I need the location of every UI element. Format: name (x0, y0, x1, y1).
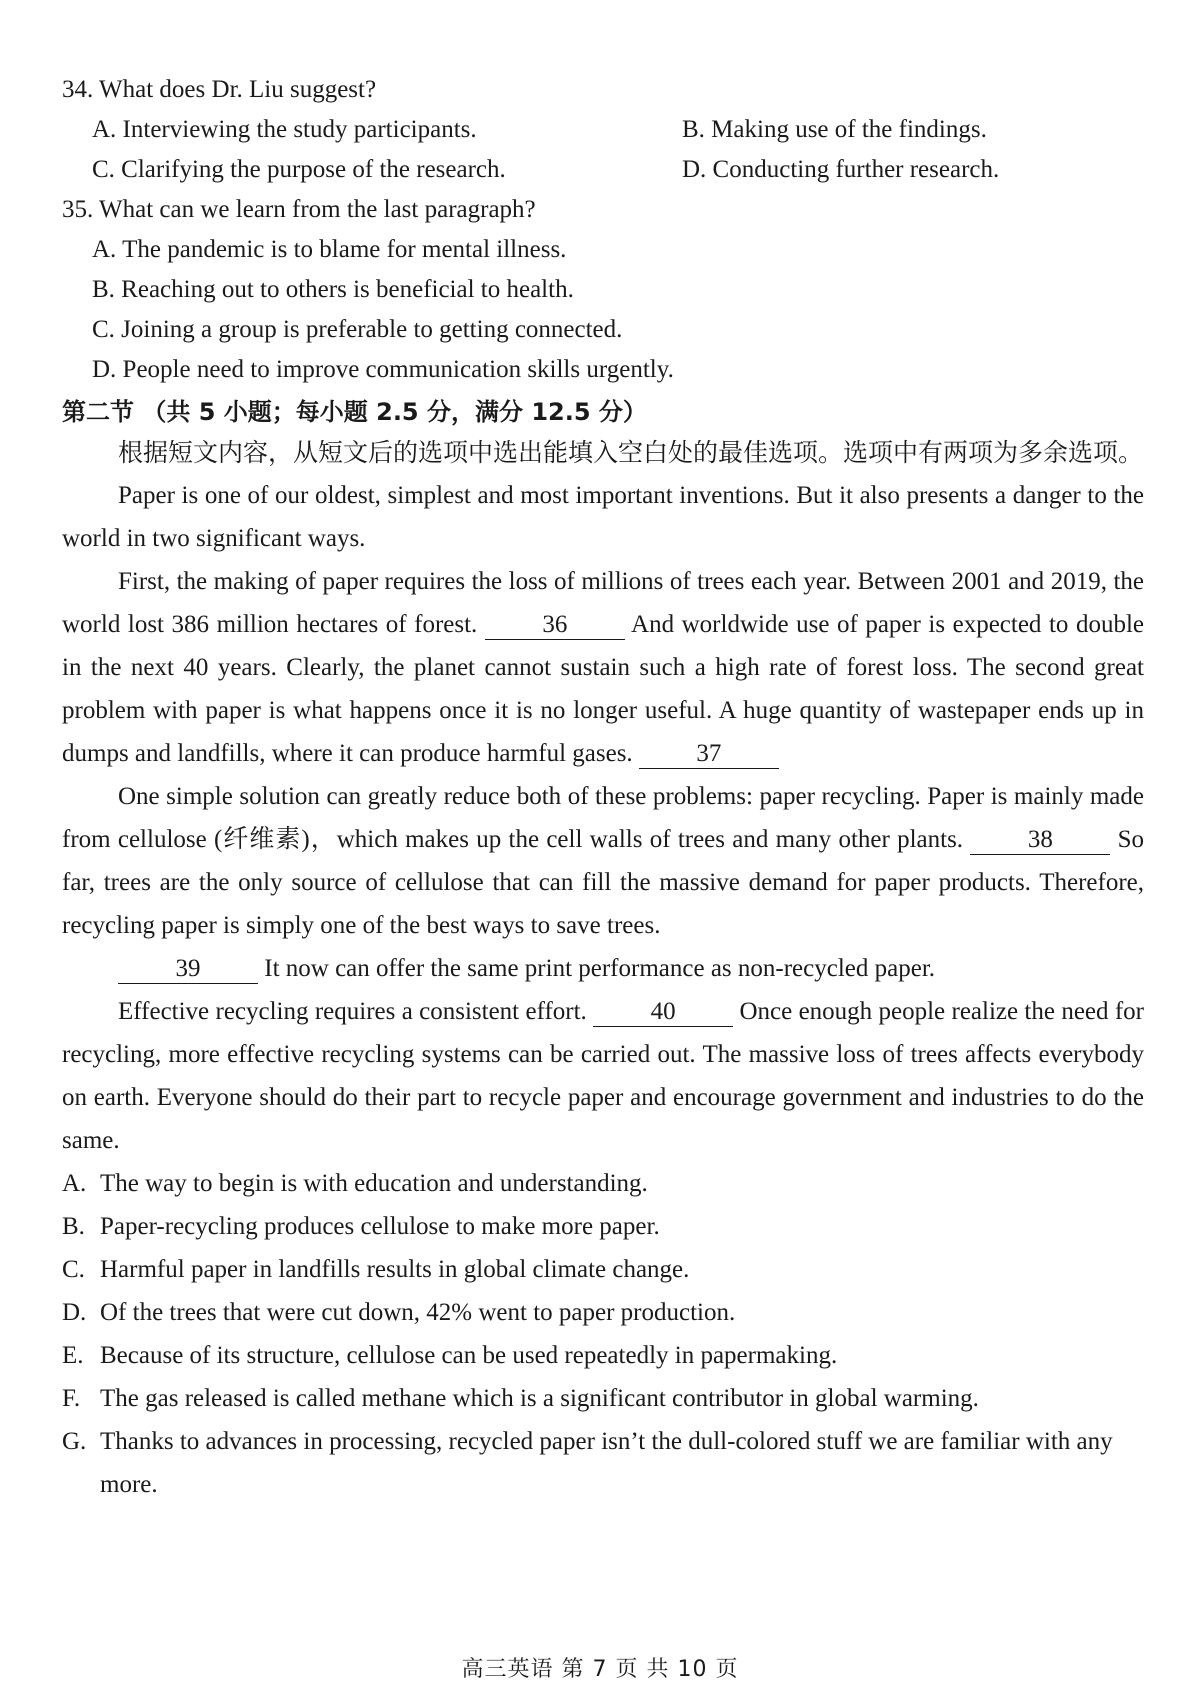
choice-item (62, 1420, 1144, 1506)
option-35-c: C. Joining a group is preferable to getting connected. (92, 316, 623, 343)
passage-text: It now can offer the same print performance as non-recycled paper. (264, 955, 936, 982)
question-34-options (62, 110, 1144, 190)
option-34-b: B. Making use of the findings. (682, 116, 987, 143)
exam-page (62, 70, 1144, 1506)
choice-item (62, 1205, 1144, 1248)
passage-paragraph-1 (62, 474, 1144, 560)
passage-paragraph-2 (62, 560, 1144, 775)
choice-letter: D. (62, 1299, 87, 1326)
option-35-b: B. Reaching out to others is beneficial to health. (92, 276, 574, 303)
choice-text: The way to begin is with education and understanding. (100, 1170, 648, 1197)
passage-text: Once enough people realize the need for recycling, more effective recycling systems can be carried out. The massive loss of trees affects everybody on earth. Everyone should do their part to recycle paper and encourage government and industries to do the same. (62, 998, 1145, 1154)
choice-letter: C. (62, 1256, 85, 1283)
choice-item (62, 1248, 1144, 1291)
blank-37: 37 (639, 740, 779, 769)
page-footer: 高三英语 第 7 页 共 10 页 (461, 1657, 739, 1682)
option-35-d: D. People need to improve communication skills urgently. (92, 356, 674, 383)
choice-text: Of the trees that were cut down, 42% went to paper production. (100, 1299, 736, 1326)
passage-paragraph-3 (62, 775, 1144, 947)
blank-39: 39 (118, 955, 258, 984)
choice-letter: A. (62, 1170, 87, 1197)
passage-text: So far, trees are the only source of cellulose that can fill the massive demand for paper products. Therefore, recycling paper is simply one of the best ways to save trees. (62, 826, 1145, 939)
choice-text: Because of its structure, cellulose can be used repeatedly in papermaking. (100, 1342, 838, 1369)
question-35-stem: 35. What can we learn from the last paragraph? (62, 196, 536, 223)
passage-text: And worldwide use of paper is expected to double in the next 40 years. Clearly, the planet cannot sustain such a high rate of forest loss. The second great problem with paper is what happens once it is no longer useful. A huge quantity of wastepaper ends up in dumps and landfills, where it can produce harmful gases. (62, 611, 1145, 767)
choice-letter: F. (62, 1385, 81, 1412)
choice-item (62, 1377, 1144, 1420)
passage-text: Paper is one of our oldest, simplest and most important inventions. But it also presents a danger to the world in two significant ways. (62, 482, 1144, 552)
passage-text: First, the making of paper requires the loss of millions of trees each year. Between 2001 and 2019, the world lost 386 million hectares of forest. (62, 568, 1144, 638)
choice-item (62, 1291, 1144, 1334)
passage-paragraph-5 (62, 990, 1144, 1162)
choice-item (62, 1162, 1144, 1205)
choice-text: Harmful paper in landfills results in global climate change. (100, 1256, 690, 1283)
blank-40: 40 (593, 998, 733, 1027)
option-34-c: C. Clarifying the purpose of the research. (92, 156, 506, 183)
choice-item (62, 1334, 1144, 1377)
blank-36: 36 (485, 611, 625, 640)
choice-letter: E. (62, 1342, 84, 1369)
choice-text: Paper-recycling produces cellulose to make more paper. (100, 1213, 660, 1240)
option-34-a: A. Interviewing the study participants. (92, 116, 477, 143)
choice-letter: B. (62, 1213, 85, 1240)
option-35-a: A. The pandemic is to blame for mental illness. (92, 236, 567, 263)
section-title: 第二节 （共 5 小题；每小题 2.5 分，满分 12.5 分） (62, 398, 647, 426)
choice-text: The gas released is called methane which is a significant contributor in global warming. (100, 1385, 979, 1412)
passage-text: One simple solution can greatly reduce both of these problems: paper recycling. Paper is mainly made from cellulose (纤维素)，which makes up the cell walls of trees and many other plants. (62, 783, 1144, 853)
passage-paragraph-4 (62, 947, 1144, 990)
option-34-d: D. Conducting further research. (682, 156, 1000, 183)
choice-list (62, 1162, 1144, 1506)
section-instruction: 根据短文内容，从短文后的选项中选出能填入空白处的最佳选项。选项中有两项为多余选项。 (118, 438, 1144, 467)
blank-38: 38 (970, 826, 1110, 855)
choice-text: Thanks to advances in processing, recycled paper isn’t the dull-colored stuff we are familiar with any more. (100, 1428, 1113, 1498)
passage-text: Effective recycling requires a consistent effort. (118, 998, 587, 1025)
choice-letter: G. (62, 1428, 87, 1455)
question-34-stem: 34. What does Dr. Liu suggest? (62, 76, 377, 103)
